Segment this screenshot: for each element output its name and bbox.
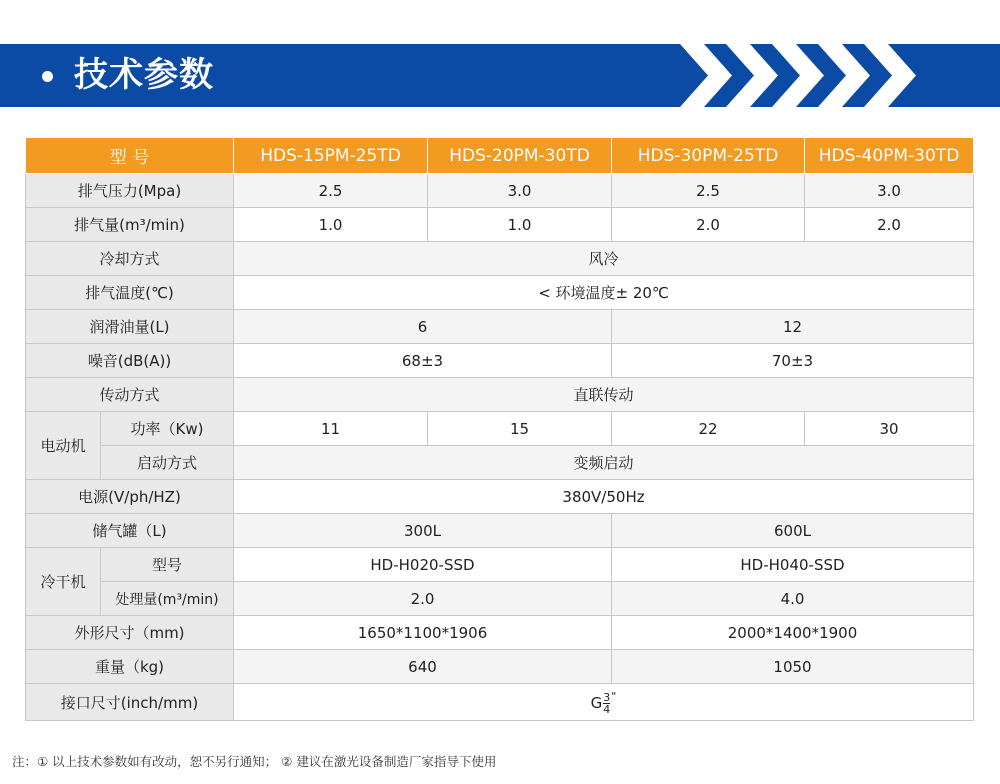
cell-value: 2.0 (234, 582, 612, 616)
cell-value: 11 (234, 412, 428, 446)
port-numerator: 3 (603, 690, 611, 704)
model-name: HDS-20PM-30TD (428, 138, 612, 174)
port-suffix: " (611, 689, 617, 703)
table-row (26, 310, 974, 344)
row-label: 排气量(m³/min) (26, 208, 234, 242)
bullet-dot (42, 71, 53, 82)
chevron-arrows-icon (680, 44, 1000, 107)
cell-value: 640 (234, 650, 612, 684)
cell-value: HD-H020-SSD (234, 548, 612, 582)
cell-value: 2.5 (612, 174, 805, 208)
row-label: 冷却方式 (26, 242, 234, 276)
cell-value: 1050 (612, 650, 974, 684)
cell-value: < 环境温度± 20℃ (234, 276, 974, 310)
cell-value: HD-H040-SSD (612, 548, 974, 582)
cell-value: 600L (612, 514, 974, 548)
cell-value: 直联传动 (234, 378, 974, 412)
port-size (590, 689, 617, 716)
cell-value: 380V/50Hz (234, 480, 974, 514)
row-label: 功率（Kw) (101, 412, 234, 446)
table-row (26, 582, 974, 616)
table-row (26, 242, 974, 276)
cell-value: 12 (612, 310, 974, 344)
row-label: 电源(V/ph/HZ) (26, 480, 234, 514)
row-label: 润滑油量(L) (26, 310, 234, 344)
cell-value: 30 (805, 412, 974, 446)
cell-value: 1650*1100*1906 (234, 616, 612, 650)
port-denominator: 4 (603, 702, 611, 716)
model-name: HDS-15PM-25TD (234, 138, 428, 174)
cell-value: 风冷 (234, 242, 974, 276)
cell-value: 300L (234, 514, 612, 548)
cell-value: 变频启动 (234, 446, 974, 480)
table-row (26, 174, 974, 208)
cell-value: 70±3 (612, 344, 974, 378)
cell-value: 22 (612, 412, 805, 446)
row-label: 启动方式 (101, 446, 234, 480)
table-row (26, 446, 974, 480)
section-banner (0, 44, 1000, 107)
cell-value: 1.0 (234, 208, 428, 242)
table-row (26, 208, 974, 242)
model-label: 型 号 (26, 138, 234, 174)
row-label: 排气温度(℃) (26, 276, 234, 310)
row-label: 传动方式 (26, 378, 234, 412)
cell-value: 2.5 (234, 174, 428, 208)
model-name: HDS-40PM-30TD (805, 138, 974, 174)
cell-value: 3.0 (805, 174, 974, 208)
group-label: 电动机 (26, 412, 101, 480)
table-row (26, 480, 974, 514)
port-fraction (603, 692, 610, 715)
cell-value: 68±3 (234, 344, 612, 378)
table-row (26, 412, 974, 446)
table-row (26, 514, 974, 548)
cell-value (234, 684, 974, 721)
group-label: 冷干机 (26, 548, 101, 616)
table-row (26, 378, 974, 412)
model-name: HDS-30PM-25TD (612, 138, 805, 174)
cell-value: 1.0 (428, 208, 612, 242)
row-label: 重量（kg) (26, 650, 234, 684)
cell-value: 3.0 (428, 174, 612, 208)
table-row (26, 276, 974, 310)
cell-value: 4.0 (612, 582, 974, 616)
table-row (26, 616, 974, 650)
table-row (26, 548, 974, 582)
row-label: 处理量(m³/min) (101, 582, 234, 616)
row-label: 噪音(dB(A)) (26, 344, 234, 378)
table-row (26, 684, 974, 721)
port-prefix: G (590, 693, 603, 712)
table-row (26, 344, 974, 378)
section-title: 技术参数 (74, 55, 214, 95)
footer-note: 注：① 以上技术参数如有改动，恕不另行通知； ② 建议在激光设备制造厂家指导下使用 (12, 754, 497, 769)
cell-value: 2.0 (612, 208, 805, 242)
table-row (26, 650, 974, 684)
row-label: 排气压力(Mpa) (26, 174, 234, 208)
spec-table (25, 137, 974, 721)
cell-value: 2000*1400*1900 (612, 616, 974, 650)
table-header-row (26, 138, 974, 174)
cell-value: 2.0 (805, 208, 974, 242)
row-label: 储气罐（L) (26, 514, 234, 548)
row-label: 型号 (101, 548, 234, 582)
row-label: 接口尺寸(inch/mm) (26, 684, 234, 721)
cell-value: 15 (428, 412, 612, 446)
row-label: 外形尺寸（mm) (26, 616, 234, 650)
cell-value: 6 (234, 310, 612, 344)
